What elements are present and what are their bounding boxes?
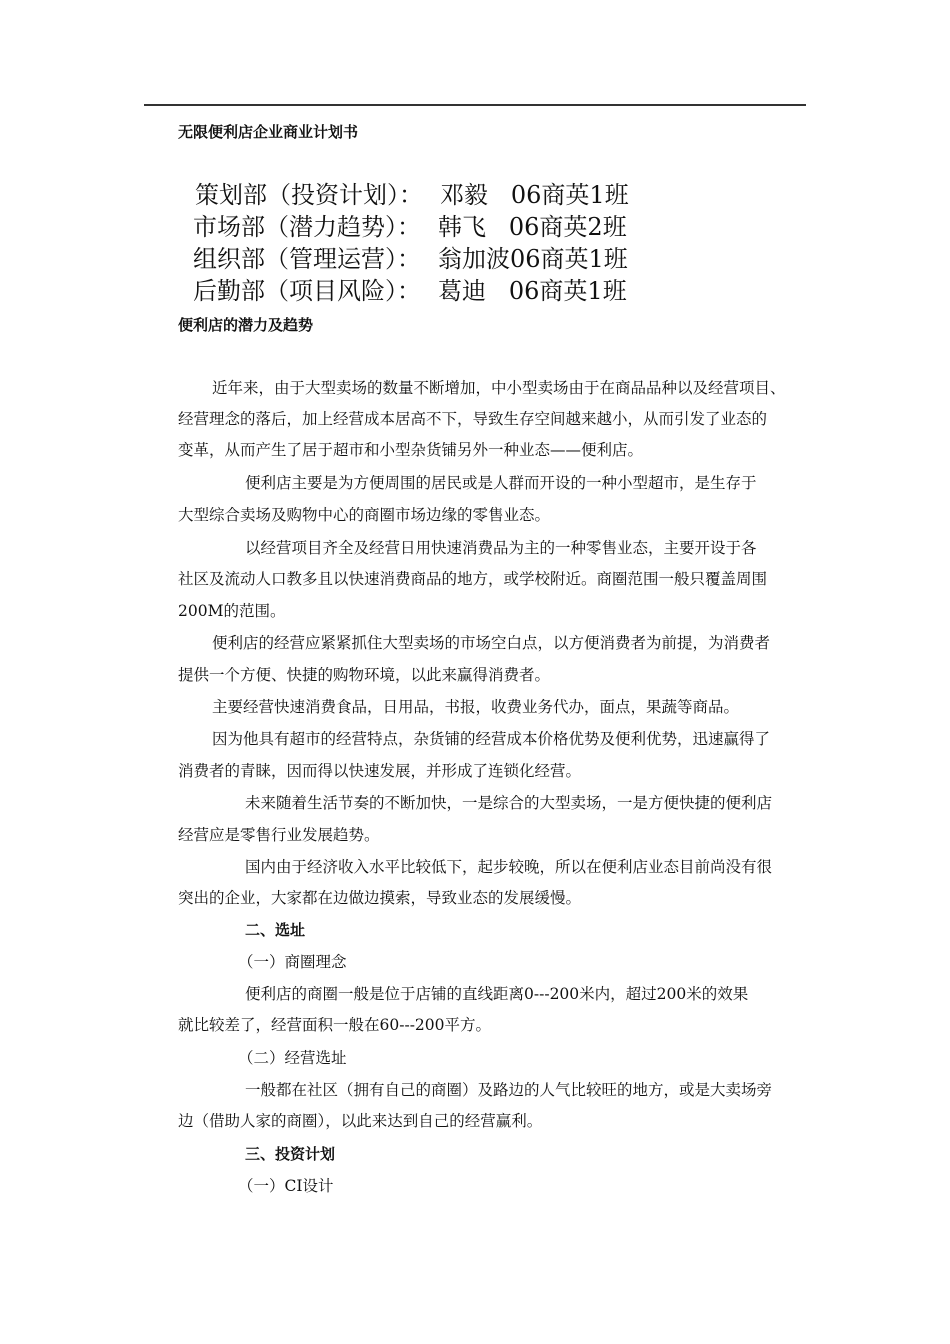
- section-heading: 三、投资计划: [245, 1145, 336, 1163]
- text-line: 因为他具有超市的经营特点，杂货铺的经营成本价格优势及便利优势，迅速赢得了: [212, 730, 771, 748]
- text-line: 边（借助人家的商圈），以此来达到自己的经营赢利。: [178, 1112, 543, 1130]
- header-rule: [144, 104, 806, 106]
- text-line: 经营应是零售行业发展趋势。: [178, 826, 380, 844]
- section-heading: 二、选址: [245, 921, 306, 939]
- team-dept: 后勤部（项目风险）：: [193, 277, 421, 305]
- team-dept: 策划部（投资计划）：: [195, 181, 423, 209]
- text-line: 未来随着生活节奏的不断加快，一是综合的大型卖场，一是方便快捷的便利店: [245, 794, 773, 812]
- section-heading: 便利店的潜力及趋势: [178, 316, 314, 334]
- text-line: 主要经营快速消费食品，日用品，书报，收费业务代办，面点，果蔬等商品。: [212, 698, 740, 716]
- team-dept: 市场部（潜力趋势）：: [193, 213, 421, 241]
- text-line: 大型综合卖场及购物中心的商圈市场边缘的零售业态。: [178, 506, 551, 524]
- text-line: 一般都在社区（拥有自己的商圈）及路边的人气比较旺的地方，或是大卖场旁: [245, 1081, 773, 1099]
- text-line: 变革，从而产生了居于超市和小型杂货铺另外一种业态——便利店。: [178, 441, 644, 459]
- subsection-heading: （一）商圈理念: [238, 953, 347, 971]
- text-line: 消费者的青睐，因而得以快速发展，并形成了连锁化经营。: [178, 762, 582, 780]
- text-line: 近年来，由于大型卖场的数量不断增加，中小型卖场由于在商品品种以及经营项目、: [212, 379, 786, 397]
- text-line: 就比较差了，经营面积一般在60---200平方。: [178, 1016, 492, 1034]
- team-member: 葛迪 06商英1班: [438, 277, 627, 305]
- text-line: 提供一个方便、快捷的购物环境，以此来赢得消费者。: [178, 666, 551, 684]
- text-line: 社区及流动人口教多且以快速消费商品的地方，或学校附近。商圈范围一般只覆盖周围: [178, 570, 768, 588]
- subsection-heading: （二）经营选址: [238, 1049, 347, 1067]
- team-dept: 组织部（管理运营）：: [193, 245, 421, 273]
- team-member: 翁加波06商英1班: [438, 245, 628, 273]
- text-line: 经营理念的落后，加上经营成本居高不下，导致生存空间越来越小，从而引发了业态的: [178, 410, 768, 428]
- text-line: 200M的范围。: [178, 602, 286, 620]
- subsection-heading: （一）CI设计: [238, 1177, 334, 1195]
- team-member: 韩飞 06商英2班: [438, 213, 627, 241]
- text-line: 便利店主要是为方便周围的居民或是人群而开设的一种小型超市，是生存于: [245, 474, 757, 492]
- text-line: 便利店的商圈一般是位于店铺的直线距离0---200米内，超过200米的效果: [245, 985, 749, 1003]
- text-line: 国内由于经济收入水平比较低下，起步较晚，所以在便利店业态目前尚没有很: [245, 858, 773, 876]
- text-line: 便利店的经营应紧紧抓住大型卖场的市场空白点，以方便消费者为前提，为消费者: [212, 634, 771, 652]
- text-line: 以经营项目齐全及经营日用快速消费品为主的一种零售业态，主要开设于各: [245, 539, 757, 557]
- team-member: 邓毅 06商英1班: [440, 181, 629, 209]
- text-line: 突出的企业，大家都在边做边摸索，导致业态的发展缓慢。: [178, 889, 582, 907]
- document-title: 无限便利店企业商业计划书: [178, 123, 359, 141]
